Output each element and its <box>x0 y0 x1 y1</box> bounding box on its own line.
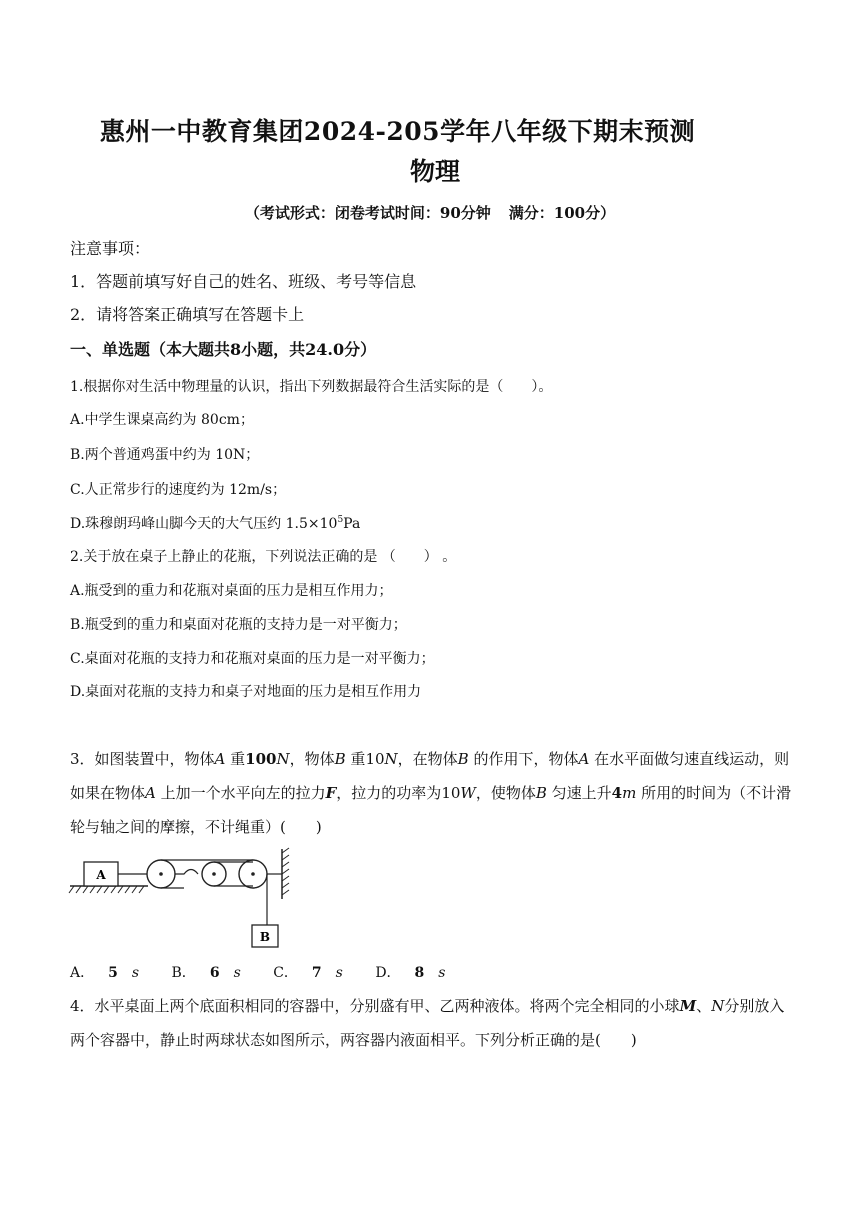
question-2-option-a: A.瓶受到的重力和花瓶对桌面的压力是相互作用力； <box>70 583 393 599</box>
block-b-label: B <box>259 930 271 944</box>
notice-item: 2．请将答案正确填写在答题卡上 <box>70 305 305 324</box>
answer-b: B． 6 s <box>171 965 241 981</box>
question-3-line-1: 3．如图装置中，物体A 重100N，物体B 重10N，在物体B 的作用下，物体A 在水平面做匀速直线运动，则 <box>70 750 790 768</box>
question-1-option-c: C.人正常步行的速度约为 12m/s； <box>70 482 287 498</box>
answer-d: D． 8 s <box>375 965 446 981</box>
question-3-line-3: 轮与轴之间的摩擦，不计绳重）( ) <box>70 818 322 836</box>
notice-heading: 注意事项： <box>70 239 151 258</box>
exam-format: （考试形式：闭卷考试时间：90分钟 <box>244 204 491 222</box>
question-1-option-b: B.两个普通鸡蛋中约为 10N； <box>70 447 260 463</box>
exam-info <box>0 202 860 223</box>
ground-hatch <box>69 886 144 893</box>
question-2-option-b: B.瓶受到的重力和桌面对花瓶的支持力是一对平衡力； <box>70 617 407 633</box>
question-1-option-a: A.中学生课桌高约为 80cm； <box>70 412 254 428</box>
answer-a: A． 5 s <box>70 965 140 981</box>
page-title: 惠州一中教育集团2024-205学年八年级下期末预测 <box>99 117 696 146</box>
notice-item: 1．答题前填写好自己的姓名、班级、考号等信息 <box>70 272 417 291</box>
question-3-answers <box>70 962 473 982</box>
question-4-line-2: 两个容器中，静止时两球状态如图所示，两容器内液面相平。下列分析正确的是( ) <box>70 1031 637 1049</box>
exam-score: 满分：100分） <box>508 204 616 222</box>
question-2-stem: 2.关于放在桌子上静止的花瓶，下列说法正确的是 （ ） 。 <box>70 549 457 565</box>
wall-hatch <box>282 848 289 895</box>
section-heading: 一、单选题（本大题共8小题，共24.0分） <box>70 340 377 359</box>
block-a-label: A <box>96 868 106 882</box>
question-2-option-d: D.桌面对花瓶的支持力和桌子对地面的压力是相互作用力 <box>70 684 422 700</box>
question-4-line-1: 4．水平桌面上两个底面积相同的容器中，分别盛有甲、乙两种液体。将两个完全相同的小球M、N分别放入 <box>70 997 785 1015</box>
question-1-option-d: D.珠穆朗玛峰山脚今天的大气压约 $1.5\times 10^5Pa$ <box>70 515 361 532</box>
question-1-stem: 1.根据你对生活中物理量的认识，指出下列数据最符合生活实际的是（ ）。 <box>70 379 553 395</box>
subject-title: 物理 <box>409 157 460 186</box>
answer-c: C． 7 s <box>273 965 343 981</box>
question-3-line-2: 如果在物体A 上加一个水平向左的拉力F，拉力的功率为10W，使物体B 匀速上升4m 所用的时间为（不计滑 <box>70 784 792 802</box>
question-2-option-c: C.桌面对花瓶的支持力和花瓶对桌面的压力是一对平衡力； <box>70 651 435 667</box>
pulley-diagram <box>68 845 308 950</box>
